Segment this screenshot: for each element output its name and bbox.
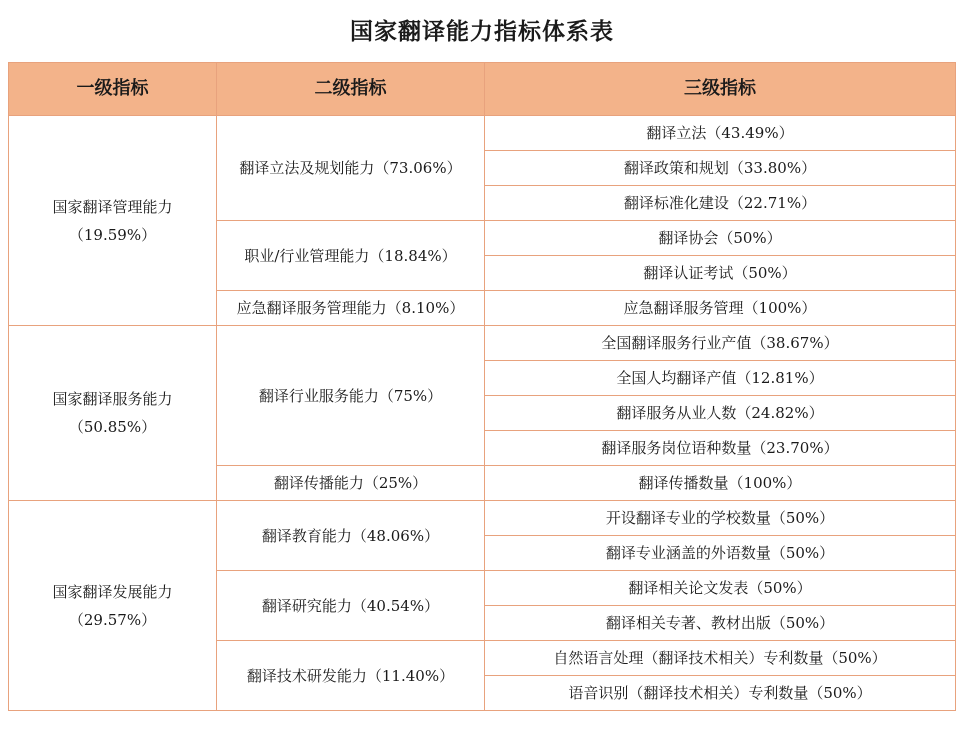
level2-cell: 翻译研究能力（40.54%） bbox=[217, 571, 485, 641]
level3-cell: 翻译立法（43.49%） bbox=[485, 116, 956, 151]
level2-cell: 翻译技术研发能力（11.40%） bbox=[217, 641, 485, 711]
header-level3: 三级指标 bbox=[485, 63, 956, 116]
level3-cell: 翻译传播数量（100%） bbox=[485, 466, 956, 501]
level3-cell: 应急翻译服务管理（100%） bbox=[485, 291, 956, 326]
level3-cell: 翻译政策和规划（33.80%） bbox=[485, 151, 956, 186]
level1-cell bbox=[9, 116, 217, 326]
level1-weight: （50.85%） bbox=[68, 418, 157, 436]
level3-cell: 开设翻译专业的学校数量（50%） bbox=[485, 501, 956, 536]
table-row bbox=[9, 116, 956, 151]
level3-cell: 翻译标准化建设（22.71%） bbox=[485, 186, 956, 221]
level2-cell: 翻译教育能力（48.06%） bbox=[217, 501, 485, 571]
table-row bbox=[9, 501, 956, 536]
header-level1: 一级指标 bbox=[9, 63, 217, 116]
level1-name: 国家翻译发展能力 bbox=[52, 582, 173, 601]
level1-cell bbox=[9, 501, 217, 711]
level3-cell: 翻译协会（50%） bbox=[485, 221, 956, 256]
level3-cell: 全国人均翻译产值（12.81%） bbox=[485, 361, 956, 396]
level3-cell: 翻译专业涵盖的外语数量（50%） bbox=[485, 536, 956, 571]
level3-cell: 翻译相关专著、教材出版（50%） bbox=[485, 606, 956, 641]
level3-cell: 自然语言处理（翻译技术相关）专利数量（50%） bbox=[485, 641, 956, 676]
table-row bbox=[9, 326, 956, 361]
header-row bbox=[9, 63, 956, 116]
level1-cell bbox=[9, 326, 217, 501]
level2-cell: 翻译行业服务能力（75%） bbox=[217, 326, 485, 466]
level3-cell: 翻译认证考试（50%） bbox=[485, 256, 956, 291]
level1-name: 国家翻译服务能力 bbox=[52, 390, 173, 408]
level2-cell: 职业/行业管理能力（18.84%） bbox=[217, 221, 485, 291]
header-level2: 二级指标 bbox=[217, 63, 485, 116]
page-title: 国家翻译能力指标体系表 bbox=[350, 19, 614, 45]
level2-cell: 翻译传播能力（25%） bbox=[217, 466, 485, 501]
level2-cell: 应急翻译服务管理能力（8.10%） bbox=[217, 291, 485, 326]
level3-cell: 全国翻译服务行业产值（38.67%） bbox=[485, 326, 956, 361]
level3-cell: 翻译服务岗位语种数量（23.70%） bbox=[485, 431, 956, 466]
indicator-table bbox=[8, 62, 956, 711]
level1-weight: （29.57%） bbox=[68, 610, 157, 629]
level2-cell: 翻译立法及规划能力（73.06%） bbox=[217, 116, 485, 221]
level3-cell: 翻译服务从业人数（24.82%） bbox=[485, 396, 956, 431]
level3-cell: 翻译相关论文发表（50%） bbox=[485, 571, 956, 606]
level1-weight: （19.59%） bbox=[68, 225, 157, 244]
level1-name: 国家翻译管理能力 bbox=[52, 197, 173, 216]
level3-cell: 语音识别（翻译技术相关）专利数量（50%） bbox=[485, 676, 956, 711]
